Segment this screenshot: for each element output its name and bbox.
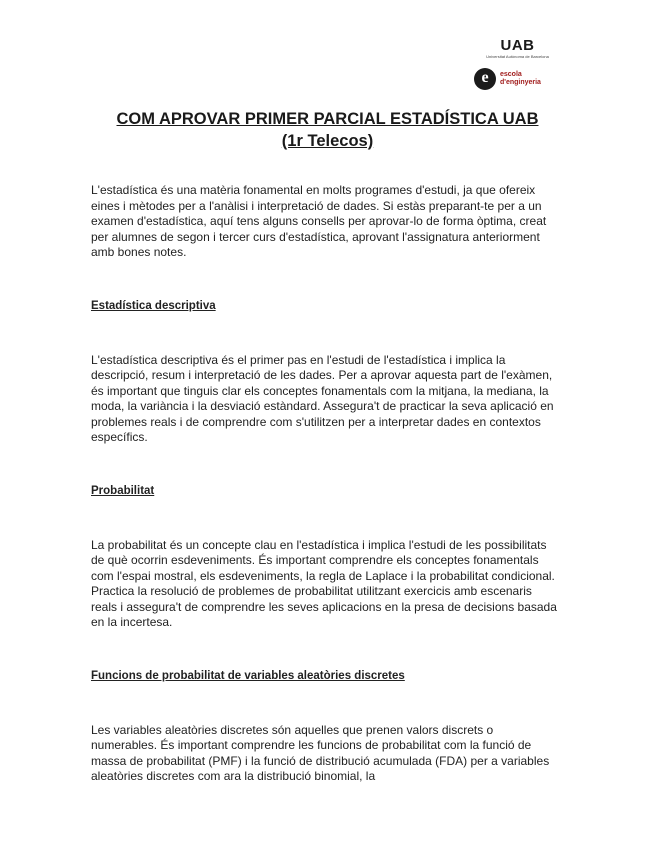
school-logo-icon: e — [474, 68, 496, 90]
section-heading-probabilitat: Probabilitat — [91, 484, 155, 497]
section-heading-funcions: Funcions de probabilitat de variables aleatòries discretes — [91, 669, 405, 682]
school-logo — [470, 68, 565, 90]
page-title — [60, 108, 595, 152]
section-text-probabilitat: La probabilitat és un concepte clau en l'estadística i implica l'estudi de les possibilitats de què ocorrin esdeveniments. És important comprendre els conceptes fonamentals com l'espai mostral, els esdeveniments, la regla de Laplace i la probabilitat condicional. Practica la resolució de problemes de probabilitat utilitzant exercicis amb escenaris reals i assegura't de comprendre les seves aplicacions en la presa de decisions basada en la incertesa. — [91, 537, 557, 629]
school-logo-text — [500, 71, 541, 87]
section-text-funcions: Les variables aleatòries discretes són aquelles que prenen valors discrets o numerables. És important comprendre les funcions de probabilitat com la funció de massa de probabilitat (PMF) i la funció de distribució acumulada (FDA) per a variables aleatòries discretes com ara la distribució binomial, la — [91, 722, 550, 783]
header-logos — [470, 38, 565, 90]
section-heading-descriptiva: Estadística descriptiva — [91, 299, 216, 312]
school-logo-line2: d'enginyeria — [500, 79, 541, 86]
intro-paragraph: L'estadística és una matèria fonamental en molts programes d'estudi, ja que ofereix eines i mètodes per a l'anàlisi i interpretació de dades. Si estàs preparant-te per a un examen d'estadística, aquí tens alguns consells per aprovar-lo de forma òptima, creat per alumnes de segon i tercer curs d'estadística, aprovant l'assignatura anteriorment amb bones notes. — [91, 183, 547, 259]
school-logo-line1: escola — [500, 71, 522, 78]
title-line2: (1r Telecos) — [281, 132, 374, 150]
uab-logo-subtitle: Universitat Autònoma de Barcelona — [486, 54, 549, 59]
title-line1: COM APROVAR PRIMER PARCIAL ESTADÍSTICA UAB — [116, 110, 539, 128]
document-body — [91, 183, 561, 785]
section-text-descriptiva: L'estadística descriptiva és el primer pas en l'estudi de l'estadística i implica la descripció, resum i interpretació de les dades. Per a aprovar aquesta part de l'exàmen, és important que tinguis clar els conceptes fonamentals com la mitjana, la mediana, la moda, la variància i la desviació estàndard. Assegura't de practicar la seva aplicació en problemes reals i de comprendre com s'utilitzen per a interpretar dades en contextos específics. — [91, 352, 554, 444]
uab-logo: UAB — [500, 37, 535, 54]
